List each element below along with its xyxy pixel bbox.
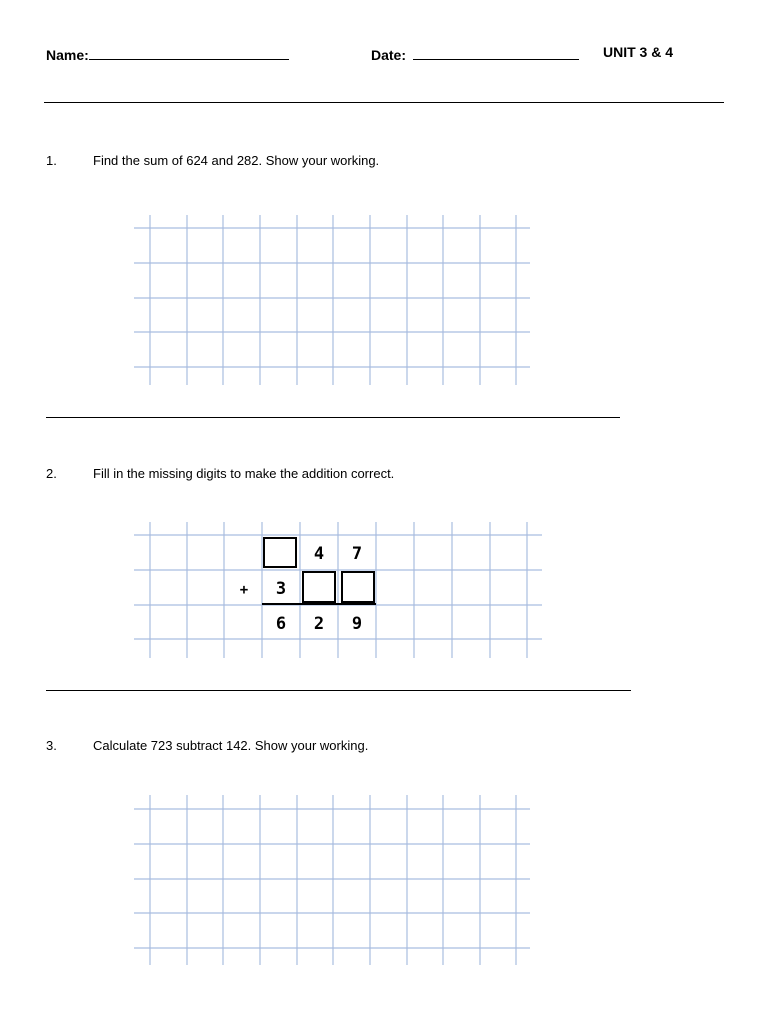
result-digit-tens: 2 [313,614,325,634]
missing-digit-box-tens[interactable] [303,572,335,602]
row1-digit-tens: 4 [313,544,325,564]
addition-puzzle-grid [128,518,558,663]
working-grid-3[interactable] [128,790,548,970]
date-blank[interactable] [413,44,579,60]
result-digit-ones: 9 [351,614,363,634]
working-grid-1[interactable] [128,210,548,390]
name-label: Name: [46,47,89,63]
question-3-number: 3. [46,738,57,753]
date-field[interactable] [371,44,579,63]
question-2-number: 2. [46,466,57,481]
date-label: Date: [371,47,407,63]
unit-label: UNIT 3 & 4 [603,44,674,60]
question-1-text: Find the sum of 624 and 282. Show your working. [93,153,380,168]
result-digit-hundreds: 6 [275,614,287,634]
name-field[interactable] [46,44,289,63]
missing-digit-box-ones[interactable] [342,572,374,602]
question-3-text: Calculate 723 subtract 142. Show your working. [93,738,369,753]
row1-digit-ones: 7 [351,544,363,564]
section-divider-2 [46,690,631,691]
section-divider-1 [46,417,620,418]
name-blank[interactable] [89,44,289,60]
row2-digit-hundreds: 3 [275,579,287,599]
question-1-number: 1. [46,153,57,168]
plus-sign: + [239,582,249,598]
question-2-text: Fill in the missing digits to make the addition correct. [93,466,395,481]
header-divider [44,102,724,103]
missing-digit-box-hundreds[interactable] [264,538,296,567]
